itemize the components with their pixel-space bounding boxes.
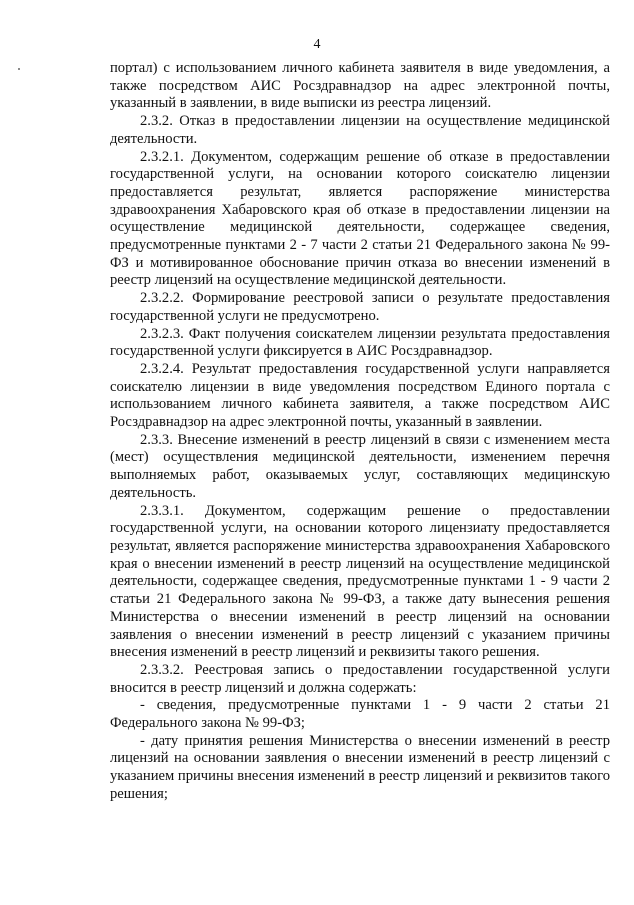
document-body xyxy=(110,60,610,804)
list-item-info: - сведения, предусмотренные пунктами 1 - 9 части 2 статьи 21 Федерального закона № 99-ФЗ; xyxy=(110,697,610,732)
paragraph-2-3-3: 2.3.3. Внесение изменений в реестр лицензий в связи с изменением места (мест) осуществления медицинской деятельности, изменением перечня выполняемых работ, оказываемых услуг, составляющих медицинскую деятельность. xyxy=(110,431,610,501)
paragraph-2-3-2-4: 2.3.2.4. Результат предоставления государственной услуги направляется соискателю лицензии в виде уведомления посредством Единого портала с использованием личного кабинета заявителя, а также посредством АИС Росздравнадзор на адрес электронной почты, указанный в заявлении. xyxy=(110,360,610,431)
list-item-date: - дату принятия решения Министерства о внесении изменений в реестр лицензий на основании заявления о внесении изменений в реестр лицензий с указанием причины внесения изменений в реестр лицензий и реквизитов такого решения; xyxy=(110,732,610,802)
paragraph-2-3-2-1: 2.3.2.1. Документом, содержащим решение об отказе в предоставлении государственной услуги, на основании которого соискателю лицензии предоставляется результат, является распоряжение министерства здравоохранения Хабаровского края об отказе в предоставлении лицензии на осуществление медицинской деятельности, содержащее сведения, предусмотренные пунктами 2 - 7 части 2 статьи 21 Федерального закона № 99-ФЗ и мотивированное обоснование причин отказа во внесении изменений в реестр лицензий на осуществление медицинской деятельности. xyxy=(110,148,610,289)
paragraph-continuation: портал) с использованием личного кабинета заявителя в виде уведомления, а также посредством АИС Росздравнадзор на адрес электронной почты, указанный в заявлении, в виде выписки из реестра лицензий. xyxy=(110,60,610,112)
paragraph-2-3-2-2: 2.3.2.2. Формирование реестровой записи о результате предоставления государственной услуги не предусмотрено. xyxy=(110,290,610,324)
paragraph-2-3-2: 2.3.2. Отказ в предоставлении лицензии на осуществление медицинской деятельности. xyxy=(110,113,610,147)
scan-speck xyxy=(18,68,20,70)
paragraph-2-3-3-2: 2.3.3.2. Реестровая запись о предоставлении государственной услуги вносится в реестр лицензий и должна содержать: xyxy=(110,661,610,696)
paragraph-2-3-3-1: 2.3.3.1. Документом, содержащим решение о предоставлении государственной услуги, на основании которого лицензиату предоставляется результат, является распоряжение министерства здравоохранения Хабаровского края о внесении изменений в реестр лицензий на осуществление медицинской деятельности, содержащее сведения, предусмотренные пунктами 1 - 9 части 2 статьи 21 Федерального закона № 99-ФЗ, а также дату вынесения решения Министерства о внесении изменений в реестр лицензий на основании заявления о внесении изменений в реестр лицензий с указанием причины внесения изменений в реестр лицензий и реквизиты такого решения. xyxy=(110,502,610,661)
page-number: 4 xyxy=(313,37,321,52)
paragraph-2-3-2-3: 2.3.2.3. Факт получения соискателем лицензии результата предоставления государственной услуги фиксируется в АИС Росздравнадзор. xyxy=(110,325,610,360)
